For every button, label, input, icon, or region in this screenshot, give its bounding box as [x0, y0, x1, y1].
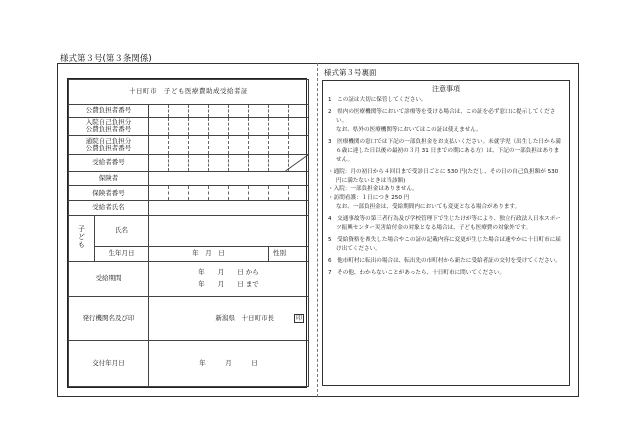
issuer-label: 発行機関名及び印: [69, 297, 149, 341]
period-to: 年 月 日 まで: [198, 280, 259, 289]
certificate-front: [67, 78, 307, 388]
period-from: 年 月 日 から: [198, 267, 259, 276]
birth-date-label: 生年月日: [95, 246, 149, 261]
note-3-visiting-nursing: ・訪問看護：１日につき 250 円: [328, 195, 410, 202]
public-payer-no-cells: [149, 105, 309, 118]
notes-heading: 注意事項: [432, 85, 460, 93]
note-2-sub: なお、県外の医療機関等においてはこの証は使えません。: [336, 126, 482, 133]
insurer-value: [149, 171, 309, 186]
recipient-no-cells: [149, 155, 309, 172]
issue-date-value: 年 月 日: [149, 340, 309, 386]
recipient-no-label: 受給者番号: [69, 155, 149, 172]
child-group-label: 子ども: [69, 215, 95, 261]
diagonal-strike: [149, 155, 308, 171]
official-seal: 印: [296, 314, 303, 322]
form-number-label: 様式第３号(第３条関係): [60, 54, 152, 64]
recipient-name-label: 受給者氏名: [69, 201, 149, 216]
note-3: 3 医療機関の窓口では下記の一部負担金をお支払いください。未就学児（出生した日から満６歳に達した日以後の最初の３月 31 日までの期にある方）は、下記の一部負担はありません。: [328, 138, 561, 163]
note-3-inpatient: ・入院：一部負担金はありません。: [328, 186, 418, 193]
note-1: 1 この証は大切に保管してください。: [328, 97, 427, 103]
insurer-label: 保険者: [69, 171, 149, 186]
period-value: [149, 261, 309, 297]
note-6: 6 他市町村に転出の場合は、転出先の市町村から新たに受給者証の交付を受けてください。: [328, 258, 561, 264]
note-5: 5 受給資格を喪失した場合やこの証の記載内容に変更が生じた場合は速やかに十日町市に届け出てください。: [328, 237, 561, 253]
certificate-title: 十日町市 子ども医療費助成受給者証: [69, 80, 309, 105]
recipient-name-value: [149, 201, 309, 216]
certificate-back: [322, 80, 570, 386]
note-4: 4 交通事故等の第三者行為及び学校管理下で生じたけが等により、独立行政法人日本スポーツ振興センター災害給付金の対象となる場合は、子ども医療費の対象外です。: [328, 216, 561, 232]
period-label: 受給期間: [69, 261, 149, 297]
note-7: 7 その他、わからないことがあったら、十日町市に問いてください。: [328, 269, 505, 276]
issuer-name: 新潟県 十日町市長: [215, 313, 274, 322]
public-payer-no-label: 公費負担者番号: [69, 105, 149, 118]
inpatient-payer-no-label: 入院自己負担分 公費負担者番号: [69, 117, 149, 136]
certificate-table: [68, 79, 309, 387]
insurer-no-cells: [149, 186, 309, 201]
issue-date-label: 交付年月日: [69, 340, 149, 386]
fold-divider: [317, 63, 318, 397]
inpatient-payer-no-cells: [149, 117, 309, 136]
note-2: 2 県内の医療機関等において診療等を受ける場合は、この証を必ず窓口に提示してください。: [328, 108, 556, 124]
insurer-no-label: 保険者番号: [69, 186, 149, 201]
gender-label: 性別: [269, 246, 309, 261]
note-3-sub: なお、一部負担金は、受給期間内においても変更となる場合があります。: [336, 204, 521, 211]
outpatient-payer-no-label: 通院自己負担分 公費負担者番号: [69, 136, 149, 155]
issuer-value: [149, 297, 309, 341]
child-name-label: 氏名: [95, 215, 149, 246]
outpatient-payer-no-cells: [149, 136, 309, 155]
note-3-outpatient: ・通院：月の初日から４回目まで受診日ごとに 530 円(ただし、その日の自己負担額が 530 円に満たないときは当該額): [328, 168, 559, 184]
birth-date-value: 年 月 日: [149, 246, 269, 261]
back-side-label: 様式第３号裏面: [324, 68, 377, 77]
child-name-value: [149, 215, 309, 246]
